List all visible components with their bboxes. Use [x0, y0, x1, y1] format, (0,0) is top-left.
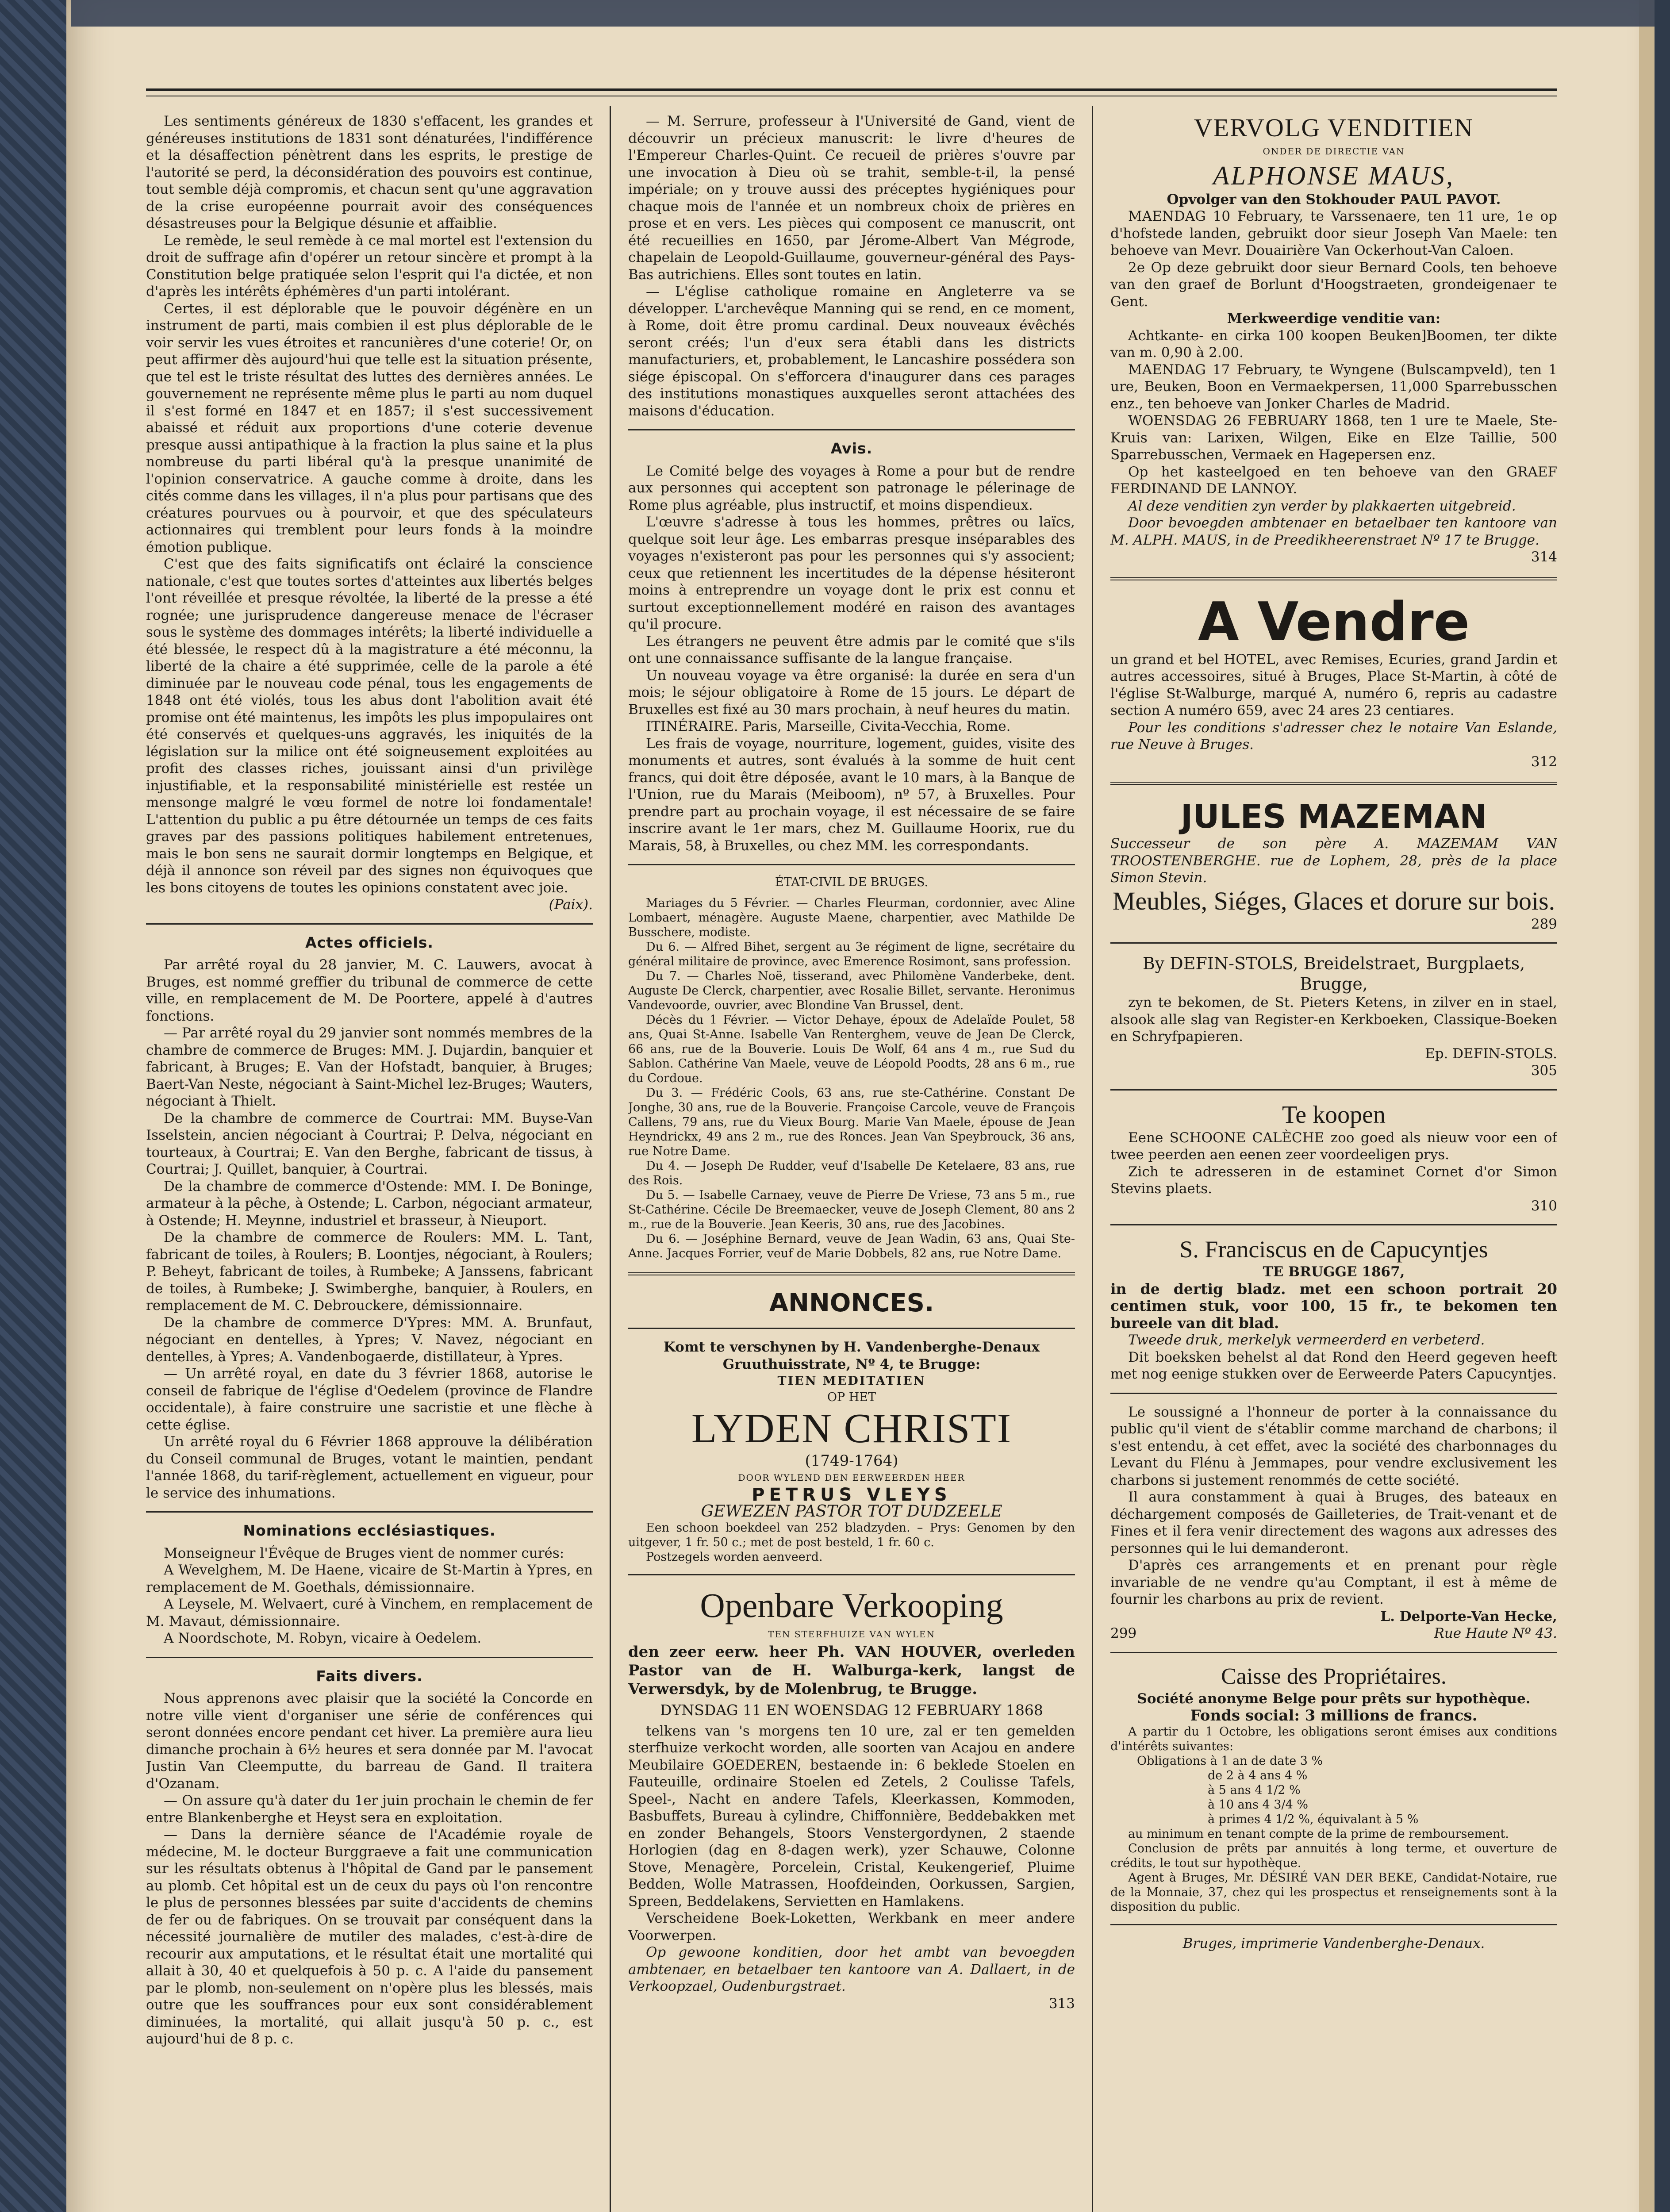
rate-row: à 10 ans 4 3/4 %	[1208, 1797, 1308, 1812]
top-band	[71, 0, 1655, 27]
ad-line: Société anonyme Belge pour prêts sur hypothèque.	[1137, 1690, 1531, 1707]
ad-body: Achtkante- en cirka 100 koopen Beuken]Boomen, ter dikte van m. 0,90 à 2.00.	[1110, 327, 1557, 361]
ad-line: Fonds social: 3 millions de francs.	[1190, 1707, 1478, 1724]
ad-line: Gruuthuisstrate, Nº 4, te Brugge:	[722, 1356, 981, 1372]
ad-body: Door bevoegden ambtenaer en betaelbaer ten kantoore van M. ALPH. MAUS, in de Preedikheerenstraet Nº 17 te Brugge.	[1110, 515, 1557, 548]
book-binding	[0, 0, 66, 2212]
ad-body: Zich te adresseren in de estaminet Cornet d'or Simon Stevins plaets.	[1110, 1164, 1557, 1197]
civil-record: Du 4. — Joseph De Rudder, veuf d'Isabelle De Ketelaere, 83 ans, rue des Rois.	[628, 1159, 1075, 1187]
ad-line: ONDER DE DIRECTIE VAN	[1263, 146, 1405, 157]
ad-line: DOOR WYLEND DEN EERWEERDEN HEER	[738, 1472, 965, 1483]
ad-body: zyn te bekomen, de St. Pieters Ketens, in zilver en in stael, alsook alle slag van Register-en Kerkboeken, Classique-Boeken en Schryfpapieren.	[1110, 995, 1557, 1045]
ad-body: Pour les conditions s'adresser chez le notaire Van Eslande, rue Neuve à Bruges.	[1110, 719, 1557, 753]
article-paragraph: ITINÉRAIRE. Paris, Marseille, Civita-Vecchia, Rome.	[646, 718, 1011, 734]
ad-address: Rue Haute Nº 43.	[1434, 1625, 1557, 1641]
ad-body: Le soussigné a l'honneur de porter à la connaissance du public qu'il vient de s'établir comme marchand de charbons; il s'est entendu, à cet effet, avec la société des charbonnages du Levant du Flénu à Jemmapes, pour vendre exclusivement les charbons si justement renommés de cette société.	[1110, 1404, 1557, 1488]
article-paragraph: A Wevelghem, M. De Haene, vicaire de St-Martin à Ypres, en remplacement de M. Goethals, démissionnaire.	[146, 1562, 593, 1595]
ad-body: Tweede druk, merkelyk vermeerderd en verbeterd.	[1128, 1332, 1485, 1348]
ad-line: By DEFIN-STOLS, Breidelstraet, Burgplaets, Brugge,	[1142, 954, 1525, 994]
ad-footer-row	[1110, 1625, 1557, 1642]
section-heading: Nominations ecclésiastiques.	[243, 1522, 496, 1539]
ad-body: au minimum en tenant compte de la prime de remboursement.	[1128, 1827, 1509, 1841]
page-edge	[1639, 0, 1655, 2212]
article-paragraph: — Un arrêté royal, en date du 3 février 1868, autorise le conseil de fabrique de l'église d'Oedelem (province de Flandre occidentale), à faire construire une sacristie et une flèche à cette église.	[146, 1366, 593, 1433]
rate-row: Obligations à 1 an de date 3 %	[1137, 1754, 1323, 1768]
separator	[1110, 1924, 1557, 1925]
separator	[628, 1574, 1075, 1575]
civil-record: Mariages du 5 Février. — Charles Fleurman, cordonnier, avec Aline Lombaert, ménagère. Auguste Maene, charpentier, avec Mathilde De Busschere, modiste.	[628, 896, 1075, 939]
ad-body: Successeur de son père A. MAZEMAM VAN TROOSTENBERGHE. rue de Lophem, 28, près de la place Simon Stevin.	[1110, 836, 1557, 886]
article-paragraph: Les étrangers ne peuvent être admis par le comité que s'ils ont une connaissance suffisante de la langue française.	[628, 633, 1075, 666]
ad-body: Al deze venditien zyn verder by plakkaerten uitgebreid.	[1128, 498, 1516, 514]
article-paragraph: Les sentiments généreux de 1830 s'effacent, les grandes et généreuses institutions de 1831 sont dénaturées, l'indifférence et la désaffection pénètrent dans les esprits, le prestige de l'autorité se perd, la déconsidération des pouvoirs est continue, tout semble déjà compromis, et chacun sent qu'une aggravation de la crise européenne pourrait avoir des conséquences désastreuses pour la Belgique désunie et affaiblie.	[146, 113, 593, 231]
ad-line: DYNSDAG 11 EN WOENSDAG 12 FEBRUARY 1868	[660, 1701, 1043, 1719]
article-paragraph: Certes, il est déplorable que le pouvoir dégénère en un instrument de parti, mais combien il est plus déplorable de le voir servir les vues étroites et rancunières d'une coterie! Or, on peut affirmer dès aujourd'hui que telle est la situation présente, que tel est le triste résultat des luttes des dernières années. Le gouvernement ne représente même plus le parti au nom duquel il s'est formé en 1847 et en 1857; il s'est successivement abaissé et réduit aux proportions d'une coterie devenue presque aussi antipathique à la fraction la plus saine et la plus nombreuse du parti libéral qu'à la presque unanimité de l'opinion conservatrice. A gauche comme à droite, dans les cités comme dans les villages, il n'a plus pour partisans que des créatures pourvues ou à pourvoir, et que des spéculateurs actionnaires qui tremblent pour leurs fonds à la moindre émotion publique.	[146, 300, 593, 555]
ad-line: TEN STERFHUIZE VAN WYLEN	[768, 1628, 935, 1640]
section-heading: ÉTAT-CIVIL DE BRUGES.	[775, 876, 929, 889]
separator	[1110, 782, 1557, 787]
top-rule	[146, 88, 1557, 96]
ad-title: VERVOLG VENDITIEN	[1194, 113, 1474, 142]
civil-record: Du 6. — Alfred Bihet, sergent au 3e régiment de ligne, secrétaire du général militaire de province, avec Emerence Rosimont, sans profession.	[628, 940, 1075, 968]
ad-body: Conclusion de prêts par annuités à long terme, et ouverture de crédits, le tout sur hypothèque.	[1110, 1841, 1557, 1870]
section-heading: Actes officiels.	[305, 933, 434, 951]
article-paragraph: Le remède, le seul remède à ce mal mortel est l'extension du droit de suffrage afin d'opérer un retour sincère et prompt à la Constitution belge pratiquée selon l'esprit qui l'a dictée, et non d'après les intérêts éphémères d'un parti intolérant.	[146, 232, 593, 300]
ad-line: OP HET	[827, 1390, 876, 1404]
ad-title: S. Franciscus en de Capucyntjes	[1179, 1236, 1488, 1263]
civil-record: Du 7. — Charles Noë, tisserand, avec Philomène Vanderbeke, dent. Auguste De Clerck, charpentier, avec Rosalie Billet, servante. Heronimus Vandevoorde, ouvrier, avec Blondine Van Brussel, dent.	[628, 969, 1075, 1012]
section-heading: Faits divers.	[316, 1667, 423, 1685]
ad-line: Merkweerdige venditie van:	[1227, 311, 1441, 326]
ad-body: telkens van 's morgens ten 10 ure, zal er ten gemelden sterfhuize verkocht worden, alle soorten van Acajou en andere Meubilaire GOEDEREN, bestaende in: 6 beklede Stoelen en Fauteuille, ordinaire Stoelen ed Zetels, 2 Coulisse Tafels, Speel-, Nacht en andere Tafels, Kleerkassen, Kommoden, Basbuffets, Bureau à cylindre, Chiffonnière, Beddebakken met en zonder Behangels, Stoors Venstergordynen, 2 staende Horlogien (dag en 8-dagen werk), yzer Schauwe, Colonne Stove, Menagère, Porcelein, Cristal, Keukengerief, Pluime Bedden, Wolle Matrassen, Hoofdeinden, Oorkussen, Sargien, Spreen, Beddelakens, Servietten en Hamlakens.	[628, 1723, 1075, 1909]
ad-body: MAENDAG 10 February, te Varssenaere, ten 11 ure, 1e op d'hofstede landen, gebruikt door sieur Joseph Van Maele: ten behoeve van Mevr. Douairière Van Ockerhout-Van Caloen.	[1110, 208, 1557, 258]
separator	[1110, 942, 1557, 944]
ad-number: 289	[1531, 916, 1557, 932]
ad-body: Op gewoone konditien, door het ambt van bevoegden ambtenaer, en betaelbaer ten kantoore van A. Dallaert, in de Verkoopzael, Oudenburgstraet.	[628, 1944, 1075, 1994]
ad-line: Opvolger van den Stokhouder PAUL PAVOT.	[1167, 191, 1501, 207]
ad-body: MAENDAG 17 February, te Wyngene (Bulscampveld), ten 1 ure, Beuken, Boon en Vermaekpersen, 11,000 Sparrebusschen enz., ten behoeve van Jonker Charles de Madrid.	[1110, 361, 1557, 412]
separator	[1110, 1652, 1557, 1653]
ad-line: GEWEZEN PASTOR TOT DUDZEELE	[701, 1502, 1002, 1521]
article-paragraph: — L'église catholique romaine en Angleterre va se développer. L'archevêque Manning qui se rend, en ce moment, à Rome, doit être promu cardinal. Deux nouveaux évêchés seront créés; l'un d'eux sera établi dans les districts manufacturiers, et, probablement, le Lancashire possédera son siége épiscopal. On s'efforcera d'inaugurer dans ces parages des institutions monastiques auxquelles seront attachées des maisons d'éducation.	[628, 284, 1075, 419]
ad-title: JULES MAZEMAN	[1180, 798, 1487, 836]
ad-body: Op het kasteelgoed en ten behoeve van den GRAEF FERDINAND DE LANNOY.	[1110, 464, 1557, 497]
ad-line: den zeer eerw. heer Ph. VAN HOUVER, overleden Pastor van de H. Walburga-kerk, langst de Verwersdyk, by de Molenbrug, te Brugge.	[628, 1643, 1075, 1698]
ad-body: Agent à Bruges, Mr. DÉSIRÉ VAN DER BEKE, Candidat-Notaire, rue de la Monnaie, 37, chez qui les prospectus et renseignements sont à la disposition du public.	[1110, 1870, 1557, 1914]
article-paragraph: Les frais de voyage, nourriture, logement, guides, visite des monuments et autres, sont évalués à la somme de huit cent francs, qui doit être déposée, avant le 10 mars, à la Banque de l'Union, rue du Marais (Meiboom), nº 57, à Bruxelles. Pour prendre part au prochain voyage, il est nécessaire de se faire inscrire avant le 1er mars, chez M. Guillaume Hoorix, rue du Marais, 58, à Bruxelles, ou chez MM. les correspondants.	[628, 735, 1075, 854]
page-frame	[146, 88, 1557, 2212]
ad-title: Te koopen	[1282, 1101, 1386, 1129]
ad-body: 2e Op deze gebruikt door sieur Bernard Cools, ten behoeve van den graef de Borlunt d'Hoogstraeten, grondeigenaer te Gent.	[1110, 259, 1557, 310]
ad-name: ALPHONSE MAUS,	[1213, 161, 1455, 190]
ad-body: D'après ces arrangements et en prenant pour règle invariable de ne vendre qu'au Comptant, il est à même de fournir les charbons au prix de revient.	[1110, 1557, 1557, 1607]
author-name: PETRUS VLEYS	[752, 1484, 952, 1505]
article-paragraph: Monseigneur l'Évêque de Bruges vient de nommer curés:	[164, 1545, 564, 1561]
column-2	[628, 113, 1075, 2212]
ad-number: 313	[1048, 1995, 1075, 2012]
separator	[628, 1272, 1075, 1277]
rate-row: à 5 ans 4 1/2 %	[1208, 1783, 1301, 1797]
article-paragraph: — Dans la dernière séance de l'Académie royale de médecine, M. le docteur Burggraeve a fait une communication sur les résultats obtenus à l'hôpital de Gand par le pansement au plomb. Cet hôpital est un de ceux du pays où l'on rencontre le plus de personnes blessées par suite d'accidents de chemins de fer ou de fabriques. On se trouvait par conséquent dans la nécessité journalière de mutiler des malades, c'est-à-dire de recourir aux amputations, et le résultat était une mortalité qui allait à 30, 40 et quelquefois à 50 p. c. A l'aide du pansement par le plomb, non-seulement on n'opère plus les blessés, mais outre que les souffrances pour eux sont considérablement diminuées, la mortalité, qui allait jusqu'à 50 p. c., est aujourd'hui de 8 p. c.	[146, 1827, 593, 2047]
column-3	[1110, 113, 1557, 2212]
article-paragraph: — Par arrêté royal du 29 janvier sont nommés membres de la chambre de commerce de Bruges: MM. J. Dujardin, banquier et fabricant, à Bruges; E. Van der Hofstadt, banquier, à Bruges; Baert-Van Neste, négociant à Saint-Michel lez-Bruges; Wauters, négociant à Thielt.	[146, 1025, 593, 1109]
article-paragraph: A Noordschote, M. Robyn, vicaire à Oedelem.	[164, 1630, 482, 1646]
ad-body: Verscheidene Boek-Loketten, Werkbank en meer andere Voorwerpen.	[628, 1910, 1075, 1943]
article-paragraph: De la chambre de commerce de Courtrai: MM. Buyse-Van Isselstein, ancien négociant à Courtrai; P. Delva, négociant en tourteaux, à Courtrai; E. Van den Berghe, fabricant de tissus, à Courtrai; J. Quillet, banquier, à Courtrai.	[146, 1110, 593, 1177]
ad-number: 299	[1110, 1625, 1137, 1641]
article-paragraph: — M. Serrure, professeur à l'Université de Gand, vient de découvrir un précieux manuscrit: le livre d'heures de l'Empereur Charles-Quint. Ce recueil de prières s'ouvre par une invocation à Dieu où se trahit, semble-t-il, la pensé impériale; on y trouve aussi des préceptes hygiéniques pour chaque mois de l'année et un nombreux choix de prières en prose et en vers. Les pièces qui composent ce manuscrit, ont été recueillies en 1650, par Jérome-Albert Van Mégrode, chapelain de Leopold-Guillaume, gouverneur-général des Pays-Bas autrichiens. Elles sont toutes en latin.	[628, 113, 1075, 283]
ad-line: Een schoon boekdeel van 252 bladzyden. – Prys: Genomen by den uitgever, 1 fr. 50 c.; met de post besteld, 1 fr. 60 c.	[628, 1521, 1075, 1549]
ad-line: TE BRUGGE 1867,	[1263, 1264, 1405, 1280]
separator	[628, 1328, 1075, 1329]
rate-row: à primes 4 1/2 %, équivalant à 5 %	[1208, 1812, 1419, 1826]
book-title: LYDEN CHRISTI	[691, 1405, 1012, 1452]
article-paragraph: Nous apprenons avec plaisir que la société la Concorde en notre ville vient d'organiser une série de conférences qui seront données encore pendant cet hiver. La première aura lieu dimanche prochain à 6½ heures et sera donnée par M. l'avocat Justin Van Cleemputte, du barreau de Gand. Il traitera d'Ozanam.	[146, 1690, 593, 1792]
ad-title: A Vendre	[1198, 591, 1470, 653]
ad-number: 305	[1531, 1063, 1557, 1079]
article-paragraph: Un arrêté royal du 6 Février 1868 approuve la délibération du Conseil communal de Bruges, votant le maintien, pendant l'année 1868, du tarif-règlement, actuellement en vigueur, pour le service des inhumations.	[146, 1434, 593, 1501]
article-paragraph: De la chambre de commerce d'Ostende: MM. I. De Boninge, armateur à la pêche, à Ostende; L. Carbon, négociant armateur, à Ostende; H. Meynne, industriel et brasseur, à Nieuport.	[146, 1178, 593, 1229]
ad-body: A partir du 1 Octobre, les obligations seront émises aux conditions d'intérêts suivantes:	[1110, 1724, 1557, 1753]
separator	[628, 864, 1075, 865]
ad-body: un grand et bel HOTEL, avec Remises, Ecuries, grand Jardin et autres accessoires, situé à Bruges, Place St-Martin, à côté de l'église St-Walburge, marqué A, numéro 6, repris au cadastre section A numéro 659, avec 24 ares 23 centiares.	[1110, 651, 1557, 718]
separator	[1110, 1089, 1557, 1091]
separator	[146, 923, 593, 925]
article-paragraph: A Leysele, M. Welvaert, curé à Vinchem, en remplacement de M. Mavaut, démissionnaire.	[146, 1596, 593, 1629]
separator	[1110, 1393, 1557, 1394]
separator	[1110, 1224, 1557, 1225]
section-heading: Avis.	[830, 440, 873, 457]
article-paragraph: C'est que des faits significatifs ont éclairé la conscience nationale, c'est que toutes sortes d'atteintes aux libertés belges l'ont réveillée et presque révoltée, la liberté de la presse a été rognée; une jurisprudence dangereuse menace de l'écraser sous le système des dommages intérêts; la liberté individuelle a été blessée, le respect dû à la magistrature a été méconnu, la liberté de la chaire a été supprimée, celle de la parole a été diminuée par le nouveau code pénal, tous les engagements de 1848 ont été violés, tous les abus dont l'abolition avait été promise ont été maintenus, les impôts les plus impopulaires ont été conservés et quelques-uns aggravés, les iniquités de la législation sur la milice ont été soigneusement exploitées au profit des classes riches, jouissant ainsi d'un privilège injustifiable, et la responsabilité ministérielle est restée un mensonge malgré le vœu formel de notre loi fondamentale! L'attention du public a pu être détournée un temps de ces faits graves par des passions politiques habilement entretenues, mais le bon sens ne saurait dormir longtemps en Belgique, et déjà il annonce son réveil par des signes non équivoques que les bons citoyens de toutes les opinions constatent avec joie.	[146, 556, 593, 896]
article-paragraph: Le Comité belge des voyages à Rome a pour but de rendre aux personnes qui acceptent son patronage le pélerinage de Rome plus agréable, plus instructif, et moins dispendieux.	[628, 463, 1075, 513]
rate-row: de 2 à 4 ans 4 %	[1208, 1768, 1308, 1782]
annonces-heading: ANNONCES.	[769, 1289, 934, 1317]
separator	[1110, 577, 1557, 582]
civil-record: Du 3. — Frédéric Cools, 63 ans, rue ste-Cathérine. Constant De Jonghe, 30 ans, rue de la Bouverie. Françoise Carcole, veuve de François Callens, 79 ans, rue du Vieux Bourg. Marie Van Maele, épouse de Jean Heyndrickx, 49 ans 2 m., rue des Ronces. Jean Van Speybrouck, 36 ans, rue Notre Dame.	[628, 1086, 1075, 1158]
ad-number: 310	[1531, 1198, 1557, 1214]
ad-number: 314	[1531, 549, 1557, 565]
civil-record: Du 5. — Isabelle Carnaey, veuve de Pierre De Vriese, 73 ans 5 m., rue St-Cathérine. Cécile De Breemaecker, veuve de Joseph Clement, 80 ans 2 m., rue de la Bouverie. Jean Keeris, 30 ans, rue des Jacobines.	[628, 1188, 1075, 1231]
column-rule-1	[610, 106, 611, 2212]
ad-body: Dit boeksken behelst al dat Rond den Heerd gegeven heeft met nog eenige stukken over de Eerweerde Paters Capucyntjes.	[1110, 1349, 1557, 1382]
article-paragraph: De la chambre de commerce D'Ypres: MM. A. Brunfaut, négociant en dentelles, à Ypres; V. Navez, négociant en dentelles, à Ypres; A. Vandenbogaerde, distillateur, à Ypres.	[146, 1314, 593, 1365]
ad-heading: Meubles, Siéges, Glaces et dorure sur bois.	[1112, 886, 1555, 915]
ad-line: Komt te verschynen by H. Vandenberghe-Denaux	[663, 1339, 1040, 1355]
ad-body: Il aura constamment à quai à Bruges, des bateaux en déchargement composés de Gailleteries, de Trait-venant et de Fines et il fera venir directement des wagons aux adresses des personnes qui le lui demanderont.	[1110, 1489, 1557, 1556]
ad-signature: L. Delporte-Van Hecke,	[1380, 1608, 1557, 1624]
article-paragraph: L'œuvre s'adresse à tous les hommes, prêtres ou laïcs, quelque soit leur âge. Les embarras presque inséparables des voyages n'existeront pas pour les personnes qui s'y associent; ceux que retiennent les incertitudes de la dépense hésiteront moins à entreprendre un voyage dont le prix est connu et surtout exceptionnellement modéré en raison des avantages qu'il procure.	[628, 514, 1075, 632]
ad-body: Eene SCHOONE CALÈCHE zoo goed als nieuw voor een of twee peerden aen eenen zeer voordeeligen prys.	[1110, 1129, 1557, 1163]
article-source: (Paix).	[549, 897, 593, 913]
article-paragraph: Par arrêté royal du 28 janvier, M. C. Lauwers, avocat à Bruges, est nommé greffier du tribunal de commerce de cette ville, en remplacement de M. De Poortere, appelé à d'autres fonctions.	[146, 957, 593, 1024]
column-rule-2	[1092, 106, 1093, 2212]
ad-line: (1749-1764)	[805, 1452, 898, 1470]
ad-body: WOENSDAG 26 FEBRUARY 1868, ten 1 ure te Maele, Ste-Kruis van: Larixen, Wilgen, Eike en Elze Taillie, 500 Sparrebusschen, Vermaek en Hagepersen enz.	[1110, 413, 1557, 463]
imprint: Bruges, imprimerie Vandenberghe-Denaux.	[1182, 1935, 1485, 1951]
article-paragraph: Un nouveau voyage va être organisé: la durée en sera d'un mois; le séjour obligatoire à Rome de 15 jours. Le départ de Bruxelles est fixé au 30 mars prochain, à neuf heures du matin.	[628, 667, 1075, 718]
article-paragraph: De la chambre de commerce de Roulers: MM. L. Tant, fabricant de toiles, à Roulers; B. Loontjes, négociant, à Roulers; P. Beheyt, fabricant de toiles, à Rumbeke; A Janssens, fabricant de toiles, à Rumbeke; J. Swimberghe, banquier, à Roulers, en remplacement de M. C. Debrouckere, démissionnaire.	[146, 1229, 593, 1313]
column-1	[146, 113, 593, 2212]
separator	[146, 1511, 593, 1513]
article-paragraph: — On assure qu'à dater du 1er juin prochain le chemin de fer entre Blankenberghe et Heyst sera en exploitation.	[146, 1793, 593, 1826]
ad-line: TIEN MEDITATIEN	[777, 1374, 926, 1388]
ad-title: Caisse des Propriétaires.	[1221, 1663, 1447, 1689]
civil-record: Décès du 1 Février. — Victor Dehaye, époux de Adelaïde Poulet, 58 ans, Quai St-Anne. Isabelle Van Renterghem, veuve de Jean De Clerck, 66 ans, rue de la Bouverie. Louis De Wolf, 64 ans 4 m., rue Sud du Sablon. Cathérine Van Maele, veuve de Léopold Poodts, 28 ans 6 m., rue du Cordoue.	[628, 1013, 1075, 1085]
sale-title: Openbare Verkooping	[700, 1586, 1003, 1624]
ad-signature: Ep. DEFIN-STOLS.	[1425, 1045, 1557, 1062]
separator	[628, 429, 1075, 430]
ad-line: Postzegels worden aenveerd.	[646, 1550, 823, 1564]
civil-record: Du 6. — Joséphine Bernard, veuve de Jean Wadin, 63 ans, Quai Ste-Anne. Jacques Forrier, veuf de Marie Dobbels, 82 ans, rue Notre Dame.	[628, 1232, 1075, 1260]
ad-number: 312	[1531, 753, 1557, 770]
ad-body: in de dertig bladz. met een schoon portrait 20 centimen stuk, voor 100, 15 fr., te bekomen ten bureele van dit blad.	[1110, 1280, 1557, 1332]
separator	[146, 1657, 593, 1658]
